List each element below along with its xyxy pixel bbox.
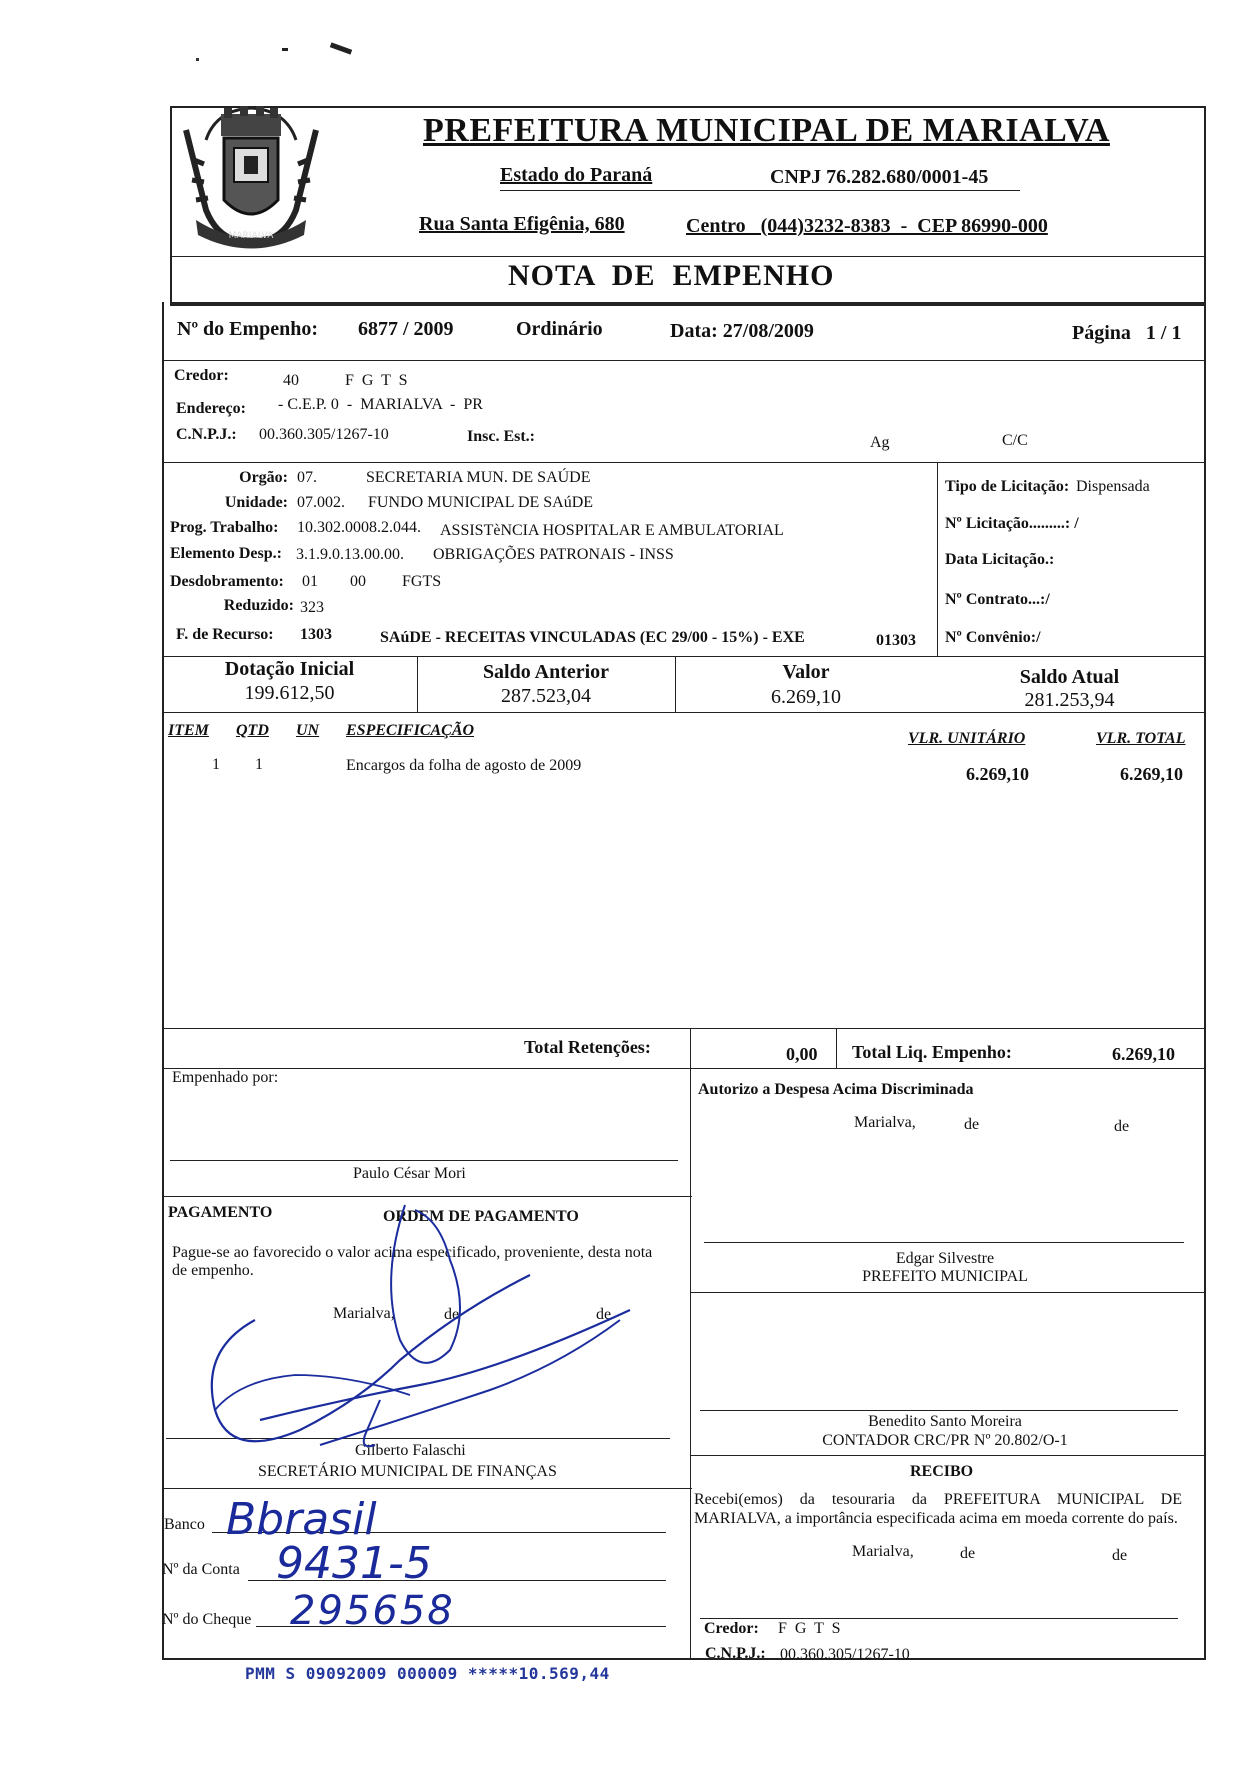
valor-label: Valor bbox=[782, 661, 830, 683]
recurso-desc: SAúDE - RECEITAS VINCULADAS (EC 29/00 - 15%) - EXE bbox=[380, 629, 805, 646]
divider bbox=[162, 360, 1204, 361]
dotacao-value: 199.612,50 bbox=[244, 682, 335, 704]
recibo-de1: de bbox=[960, 1545, 976, 1562]
autorizo-city: Marialva, bbox=[854, 1114, 916, 1131]
saldo-anterior-value: 287.523,04 bbox=[501, 685, 591, 707]
credor-name: F G T S bbox=[345, 372, 410, 389]
signature-scribble bbox=[200, 1200, 660, 1480]
prefeito-role: PREFEITO MUNICIPAL bbox=[862, 1268, 1028, 1285]
divider bbox=[162, 1488, 692, 1489]
divider bbox=[162, 712, 1204, 713]
divider bbox=[162, 656, 1204, 657]
un-header: UN bbox=[296, 722, 320, 739]
prog-desc: ASSISTèNCIA HOSPITALAR E AMBULATORIAL bbox=[440, 522, 784, 539]
signature-line bbox=[700, 1410, 1178, 1411]
liquido-label: Total Liq. Empenho: bbox=[852, 1042, 1012, 1062]
divider bbox=[690, 1292, 1204, 1293]
recibo-cnpj-value: 00.360.305/1267-10 bbox=[780, 1646, 910, 1663]
desdobramento-label: Desdobramento: bbox=[170, 573, 284, 590]
pagamento-label: PAGAMENTO bbox=[168, 1204, 273, 1221]
retencoes-value: 0,00 bbox=[786, 1044, 818, 1064]
scan-mark bbox=[282, 48, 288, 51]
scan-mark bbox=[196, 58, 199, 61]
tipo-licitacao-value: Dispensada bbox=[1076, 478, 1150, 495]
orgao-code: 07. bbox=[297, 469, 317, 486]
endereco-value: - C.E.P. 0 - MARIALVA - PR bbox=[278, 396, 483, 413]
divider bbox=[690, 1068, 691, 1658]
recibo-label: RECIBO bbox=[910, 1463, 974, 1480]
divider bbox=[937, 462, 938, 657]
empenho-type: Ordinário bbox=[516, 318, 603, 340]
elemento-label: Elemento Desp.: bbox=[170, 545, 282, 562]
data-licitacao: Data Licitação.: bbox=[945, 551, 1055, 568]
list-item-item: 1 bbox=[212, 756, 220, 773]
pagamento-text: Pague-se ao favorecido o valor acima especificado, proveniente, desta nota de empenho. bbox=[172, 1244, 653, 1279]
divider bbox=[690, 1455, 1204, 1456]
signature-line bbox=[704, 1242, 1184, 1243]
empenhado-name: Paulo César Mori bbox=[353, 1165, 466, 1182]
prefeitura-title: PREFEITURA MUNICIPAL DE MARIALVA bbox=[423, 112, 1110, 149]
divider bbox=[162, 462, 1204, 463]
recibo-de2: de bbox=[1112, 1547, 1128, 1564]
credor-label: Credor: bbox=[174, 367, 229, 384]
divider bbox=[162, 1068, 1204, 1069]
coat-of-arms-logo bbox=[176, 100, 326, 250]
tipo-licitacao-label: Tipo de Licitação: bbox=[945, 478, 1070, 495]
divider bbox=[836, 1028, 837, 1068]
autorizo-de2: de bbox=[1114, 1118, 1130, 1135]
cc-label: C/C bbox=[1002, 432, 1028, 449]
list-item-especificacao: Encargos da folha de agosto de 2009 bbox=[346, 757, 582, 774]
cashier-stamp: PMM S 09092009 000009 *****10.569,44 bbox=[245, 1664, 610, 1683]
document-title: NOTA DE EMPENHO bbox=[508, 259, 835, 292]
prog-label: Prog. Trabalho: bbox=[170, 519, 279, 536]
secretario-name: Gilberto Falaschi bbox=[355, 1442, 466, 1459]
endereco-label: Endereço: bbox=[176, 400, 246, 417]
saldo-atual-label: Saldo Atual bbox=[1019, 666, 1120, 688]
recurso-number: 01303 bbox=[876, 632, 916, 649]
unidade-label: Unidade: bbox=[224, 494, 288, 511]
orgao-desc: SECRETARIA MUN. DE SAÚDE bbox=[366, 469, 591, 486]
recibo-credor-value: F G T S bbox=[778, 1620, 843, 1637]
ordem-pagamento-label: ORDEM DE PAGAMENTO bbox=[383, 1208, 579, 1225]
ag-label: Ag bbox=[870, 434, 890, 451]
pagamento-city: Marialva, bbox=[333, 1305, 395, 1322]
banco-label: Banco bbox=[164, 1516, 205, 1533]
saldo-atual-value: 281.253,94 bbox=[1024, 689, 1115, 711]
dotacao-label: Dotação Inicial bbox=[224, 658, 355, 680]
list-item-unit-value: 6.269,10 bbox=[966, 764, 1029, 784]
underline bbox=[500, 190, 1020, 191]
orgao-label: Orgão: bbox=[239, 469, 288, 486]
empenhado-label: Empenhado por: bbox=[172, 1069, 279, 1086]
desdobramento-b: 00 bbox=[350, 573, 366, 590]
vlr-total-header: VLR. TOTAL bbox=[1096, 730, 1186, 747]
signature-line bbox=[700, 1618, 1178, 1619]
empenho-date: Data: 27/08/2009 bbox=[670, 320, 814, 342]
unidade-code: 07.002. bbox=[297, 494, 345, 511]
recibo-credor-label: Credor: bbox=[704, 1620, 759, 1637]
numero-licitacao: Nº Licitação.........: / bbox=[945, 515, 1079, 532]
pagamento-de1: de bbox=[444, 1306, 460, 1323]
empenho-label: Nº do Empenho: bbox=[177, 318, 319, 340]
contador-role: CONTADOR CRC/PR Nº 20.802/O-1 bbox=[822, 1432, 1068, 1449]
cnpj-label: C.N.P.J.: bbox=[176, 426, 237, 443]
contact-label: Centro (044)3232-8383 - CEP 86990-000 bbox=[686, 215, 1048, 237]
item-header: ITEM bbox=[168, 722, 209, 739]
insc-label: Insc. Est.: bbox=[467, 428, 536, 445]
empenho-number: 6877 / 2009 bbox=[358, 318, 454, 340]
recibo-city: Marialva, bbox=[852, 1543, 914, 1560]
saldo-anterior-label: Saldo Anterior bbox=[482, 661, 610, 683]
autorizo-label: Autorizo a Despesa Acima Discriminada bbox=[698, 1081, 974, 1098]
valor-value: 6.269,10 bbox=[771, 686, 841, 708]
retencoes-label: Total Retenções: bbox=[524, 1037, 651, 1057]
signature-line bbox=[170, 1160, 678, 1161]
recibo-text: Recebi(emos) da tesouraria da PREFEITURA MUNICIPAL DE MARIALVA, a importância especificada acima em moeda corrente do país. bbox=[694, 1491, 1182, 1527]
qtd-header: QTD bbox=[236, 722, 269, 739]
list-item-qtd: 1 bbox=[255, 756, 263, 773]
divider bbox=[162, 1028, 1204, 1029]
banco-handwriting: Bbrasil bbox=[226, 1494, 377, 1545]
vlr-unitario-header: VLR. UNITÁRIO bbox=[908, 730, 1026, 747]
elemento-code: 3.1.9.0.13.00.00. bbox=[296, 546, 404, 563]
secretario-role: SECRETÁRIO MUNICIPAL DE FINANÇAS bbox=[258, 1463, 557, 1480]
reduzido-value: 323 bbox=[300, 599, 324, 616]
scan-mark bbox=[330, 42, 352, 54]
pagamento-de2: de bbox=[596, 1306, 612, 1323]
cheque-handwriting: 295658 bbox=[290, 1588, 455, 1634]
cnpj-label: CNPJ 76.282.680/0001-45 bbox=[770, 166, 989, 188]
divider bbox=[170, 256, 1204, 257]
recurso-label: F. de Recurso: bbox=[176, 626, 274, 643]
elemento-desc: OBRIGAÇÕES PATRONAIS - INSS bbox=[433, 546, 674, 563]
desdobramento-desc: FGTS bbox=[402, 573, 442, 590]
svg-text:MARIALVA: MARIALVA bbox=[228, 231, 274, 241]
autorizo-de1: de bbox=[964, 1116, 980, 1133]
liquido-value: 6.269,10 bbox=[1112, 1044, 1175, 1064]
recibo-cnpj-label: C.N.P.J.: bbox=[705, 1645, 766, 1662]
prog-code: 10.302.0008.2.044. bbox=[297, 519, 421, 536]
desdobramento-a: 01 bbox=[302, 573, 318, 590]
recurso-code: 1303 bbox=[300, 626, 332, 643]
conta-label: Nº da Conta bbox=[162, 1561, 240, 1578]
divider bbox=[690, 1028, 691, 1068]
page-number: Página 1 / 1 bbox=[1072, 322, 1182, 344]
numero-convenio: Nº Convênio:/ bbox=[945, 629, 1041, 646]
state-label: Estado do Paraná bbox=[500, 164, 653, 186]
cheque-label: Nº do Cheque bbox=[162, 1611, 252, 1628]
divider bbox=[162, 1196, 692, 1197]
especificacao-header: ESPECIFICAÇÃO bbox=[346, 722, 475, 739]
contador-name: Benedito Santo Moreira bbox=[868, 1413, 1022, 1430]
reduzido-label: Reduzido: bbox=[223, 597, 294, 614]
numero-contrato: Nº Contrato...:/ bbox=[945, 591, 1050, 608]
prefeito-name: Edgar Silvestre bbox=[895, 1250, 995, 1267]
conta-handwriting: 9431-5 bbox=[276, 1538, 432, 1589]
address-label: Rua Santa Efigênia, 680 bbox=[419, 213, 625, 235]
cnpj-value: 00.360.305/1267-10 bbox=[259, 426, 389, 443]
list-item-total-value: 6.269,10 bbox=[1120, 764, 1183, 784]
unidade-desc: FUNDO MUNICIPAL DE SAúDE bbox=[368, 494, 594, 511]
credor-code: 40 bbox=[283, 372, 299, 389]
